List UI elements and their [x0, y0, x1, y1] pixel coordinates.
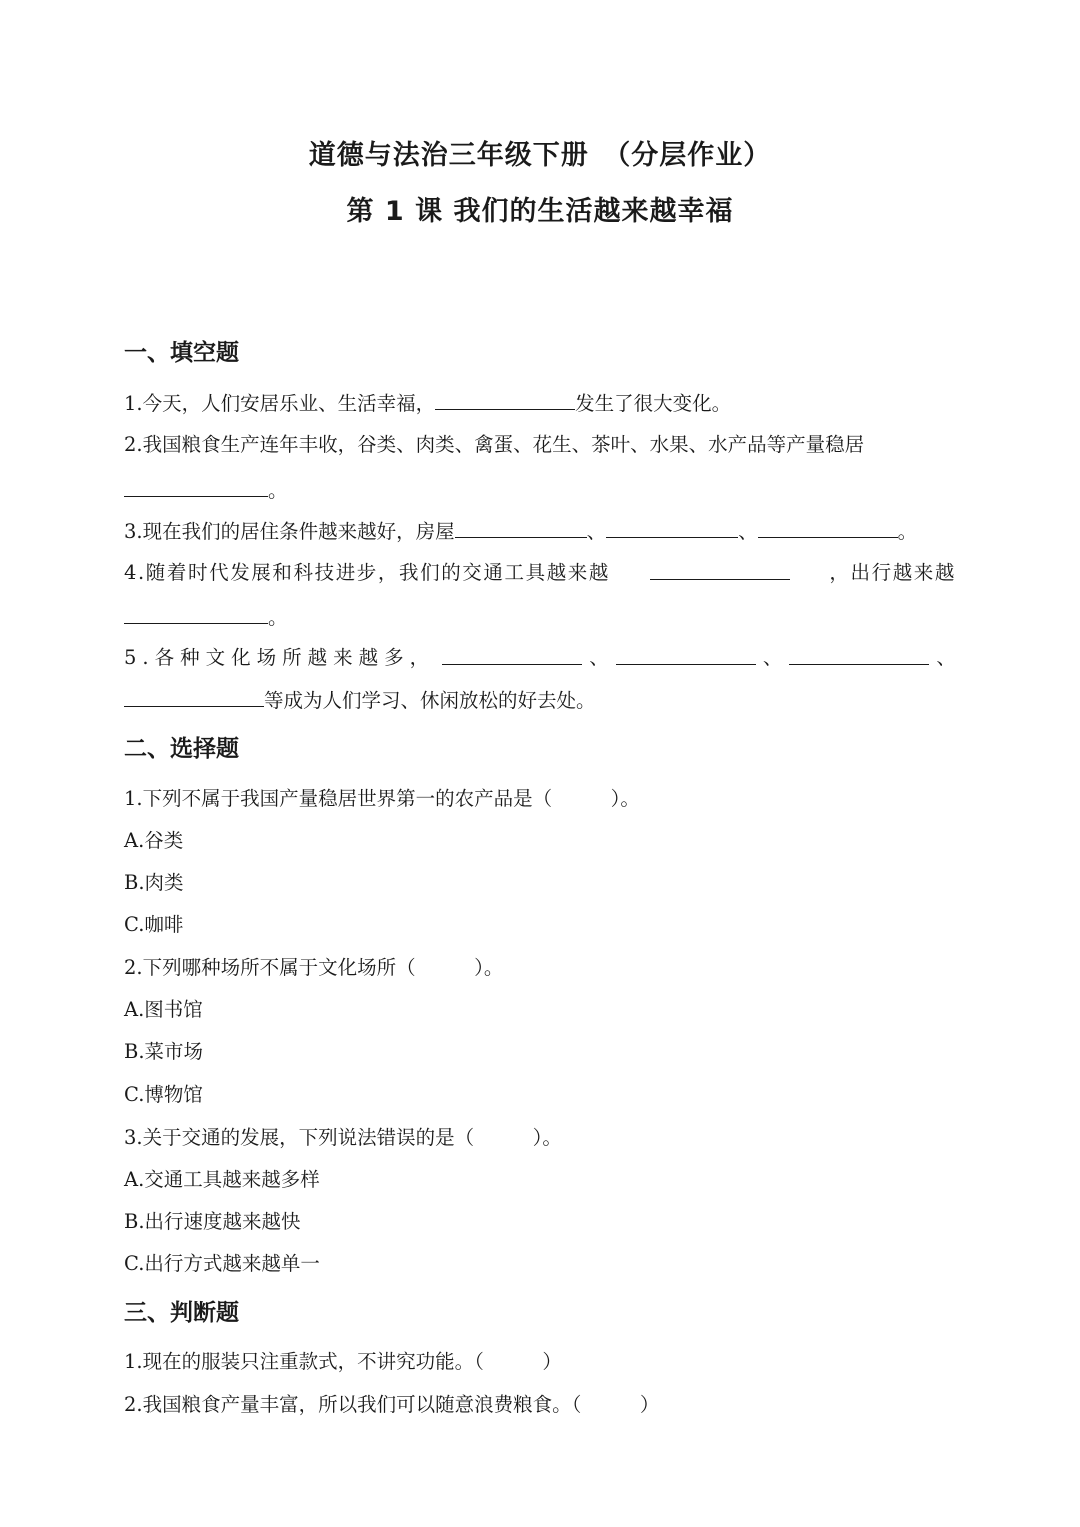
- question-text: 1.今天，人们安居乐业、生活幸福，: [124, 392, 436, 415]
- fill-question-4: [124, 559, 956, 587]
- separator: 、: [586, 520, 607, 543]
- question-text: 。: [268, 479, 288, 502]
- option-c[interactable]: C.博物馆: [124, 1083, 203, 1106]
- section-heading-choice: 二、选择题: [124, 736, 239, 762]
- question-text: 。: [268, 606, 288, 629]
- answer-blank[interactable]: [650, 559, 790, 580]
- fill-question-5: [124, 644, 956, 672]
- separator: 、: [936, 646, 956, 669]
- option-c[interactable]: C.出行方式越来越单一: [124, 1252, 320, 1275]
- separator: 、: [589, 646, 609, 669]
- lesson-title: 第 1 课 我们的生活越来越幸福: [346, 196, 734, 227]
- question-text: 5.各种文化场所越来越多，: [124, 646, 436, 669]
- question-text: 4.随着时代发展和科技进步，我们的交通工具越来越: [124, 561, 611, 584]
- option-b[interactable]: B.肉类: [124, 871, 184, 894]
- option-b[interactable]: B.菜市场: [124, 1040, 204, 1063]
- answer-blank[interactable]: [435, 389, 575, 410]
- answer-blank[interactable]: [455, 517, 587, 538]
- fill-question-2-cont: [124, 476, 288, 505]
- answer-blank[interactable]: [124, 686, 264, 707]
- question-text: 等成为人们学习、休闲放松的好去处。: [264, 689, 596, 712]
- answer-blank[interactable]: [124, 603, 268, 624]
- answer-blank[interactable]: [606, 517, 738, 538]
- question-text: 发生了很大变化。: [575, 392, 732, 415]
- main-title: 道德与法治三年级下册 （分层作业）: [308, 140, 772, 171]
- fill-question-4-cont: [124, 603, 288, 632]
- separator: 。: [897, 520, 918, 543]
- answer-blank[interactable]: [124, 476, 268, 497]
- choice-question-1: 1.下列不属于我国产量稳居世界第一的农产品是（ ）。: [124, 787, 640, 810]
- fill-question-1: [124, 389, 731, 418]
- answer-blank[interactable]: [789, 644, 929, 665]
- question-text: 2.我国粮食生产连年丰收，谷类、肉类、禽蛋、花生、茶叶、水果、水产品等产量稳居: [124, 433, 865, 456]
- fill-question-3: [124, 517, 917, 546]
- fill-question-5-cont: [124, 686, 596, 715]
- option-a[interactable]: A.交通工具越来越多样: [124, 1168, 320, 1191]
- separator: 、: [762, 646, 783, 669]
- choice-question-3: 3.关于交通的发展，下列说法错误的是（ ）。: [124, 1126, 562, 1149]
- option-b[interactable]: B.出行速度越来越快: [124, 1210, 301, 1233]
- judge-question-1: 1.现在的服装只注重款式，不讲究功能。（ ）: [124, 1350, 562, 1373]
- answer-blank[interactable]: [758, 517, 898, 538]
- option-a[interactable]: A.谷类: [124, 829, 184, 852]
- question-text: ，出行越来越: [829, 561, 956, 584]
- answer-blank[interactable]: [442, 644, 582, 665]
- question-text: 3.现在我们的居住条件越来越好，房屋: [124, 520, 455, 543]
- option-a[interactable]: A.图书馆: [124, 998, 203, 1021]
- separator: 、: [738, 520, 758, 543]
- section-heading-fill-in: 一、填空题: [124, 340, 239, 366]
- fill-question-2: [124, 431, 864, 459]
- section-heading-true-false: 三、判断题: [124, 1300, 239, 1326]
- answer-blank[interactable]: [616, 644, 756, 665]
- choice-question-2: 2.下列哪种场所不属于文化场所（ ）。: [124, 956, 504, 979]
- option-c[interactable]: C.咖啡: [124, 913, 184, 936]
- judge-question-2: 2.我国粮食产量丰富，所以我们可以随意浪费粮食。（ ）: [124, 1393, 660, 1416]
